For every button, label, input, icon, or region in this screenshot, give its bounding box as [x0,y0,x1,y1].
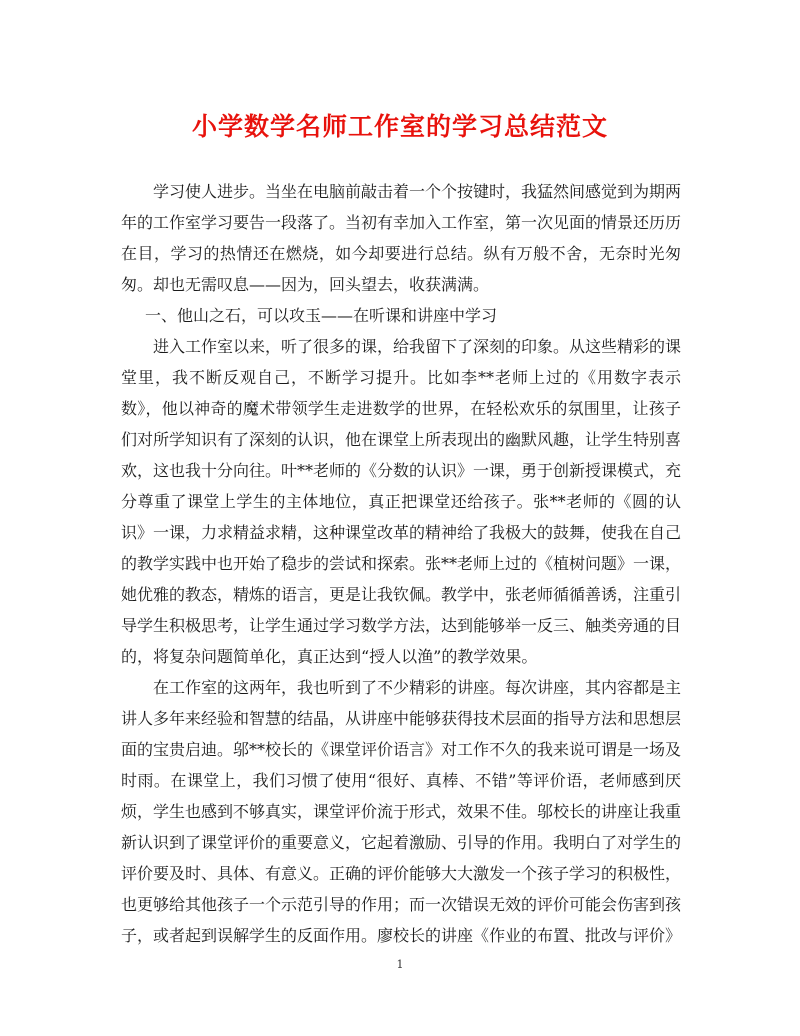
paragraph-lessons: 进入工作室以来，听了很多的课，给我留下了深刻的印象。从这些精彩的课堂里，我不断反观自己，不断学习提升。比如李**老师上过的《用数字表示数》，他以神奇的魔术带领学生走进数学的世界，在轻松欢乐的氛围里，让孩子们对所学知识有了深刻的认识，他在课堂上所表现出的幽默风趣，让学生特别喜欢，这也我十分向往。叶**老师的《分数的认识》一课，勇于创新授课模式，充分尊重了课堂上学生的主体地位，真正把课堂还给孩子。张**老师的《圆的认识》一课，力求精益求精，这种课堂改革的精神给了我极大的鼓舞，使我在自己的教学实践中也开始了稳步的尝试和探索。张**老师上过的《植树问题》一课，她优雅的教态，精炼的语言，更是让我钦佩。教学中，张老师循循善诱，注重引导学生积极思考，让学生通过学习数学方法，达到能够举一反三、触类旁通的目的，将复杂问题简单化，真正达到“授人以渔”的教学效果。 [121,337,682,666]
document-body [121,176,681,951]
document-title: 小学数学名师工作室的学习总结范文 [191,112,608,141]
paragraph-lectures: 在工作室的这两年，我也听到了不少精彩的讲座。每次讲座，其内容都是主讲人多年来经验和智慧的结晶，从讲座中能够获得技术层面的指导方法和思想层面的宝贵启迪。邬**校长的《课堂评价语言》对工作不久的我来说可谓是一场及时雨。在课堂上，我们习惯了使用“很好、真棒、不错”等评价语，老师感到厌烦，学生也感到不够真实，课堂评价流于形式，效果不佳。邬校长的讲座让我重新认识到了课堂评价的重要意义，它起着激励、引导的作用。我明白了对学生的评价要及时、具体、有意义。正确的评价能够大大激发一个孩子学习的积极性，也更够给其他孩子一个示范引导的作用；而一次错误无效的评价可能会伤害到孩子，或者起到误解学生的反面作用。廖校长的讲座《作业的布置、批改与评价》 [121,678,682,945]
page-number: 1 [396,958,404,971]
paragraph-intro: 学习使人进步。当坐在电脑前敲击着一个个按键时，我猛然间感觉到为期两年的工作室学习要告一段落了。当初有幸加入工作室，第一次见面的情景还历历在目，学习的热情还在燃烧，如今却要进行总结。纵有万般不舍，无奈时光匆匆。却也无需叹息——因为，回头望去，收获满满。 [121,182,682,294]
section-heading: 一、他山之石，可以攻玉——在听课和讲座中学习 [145,306,498,325]
